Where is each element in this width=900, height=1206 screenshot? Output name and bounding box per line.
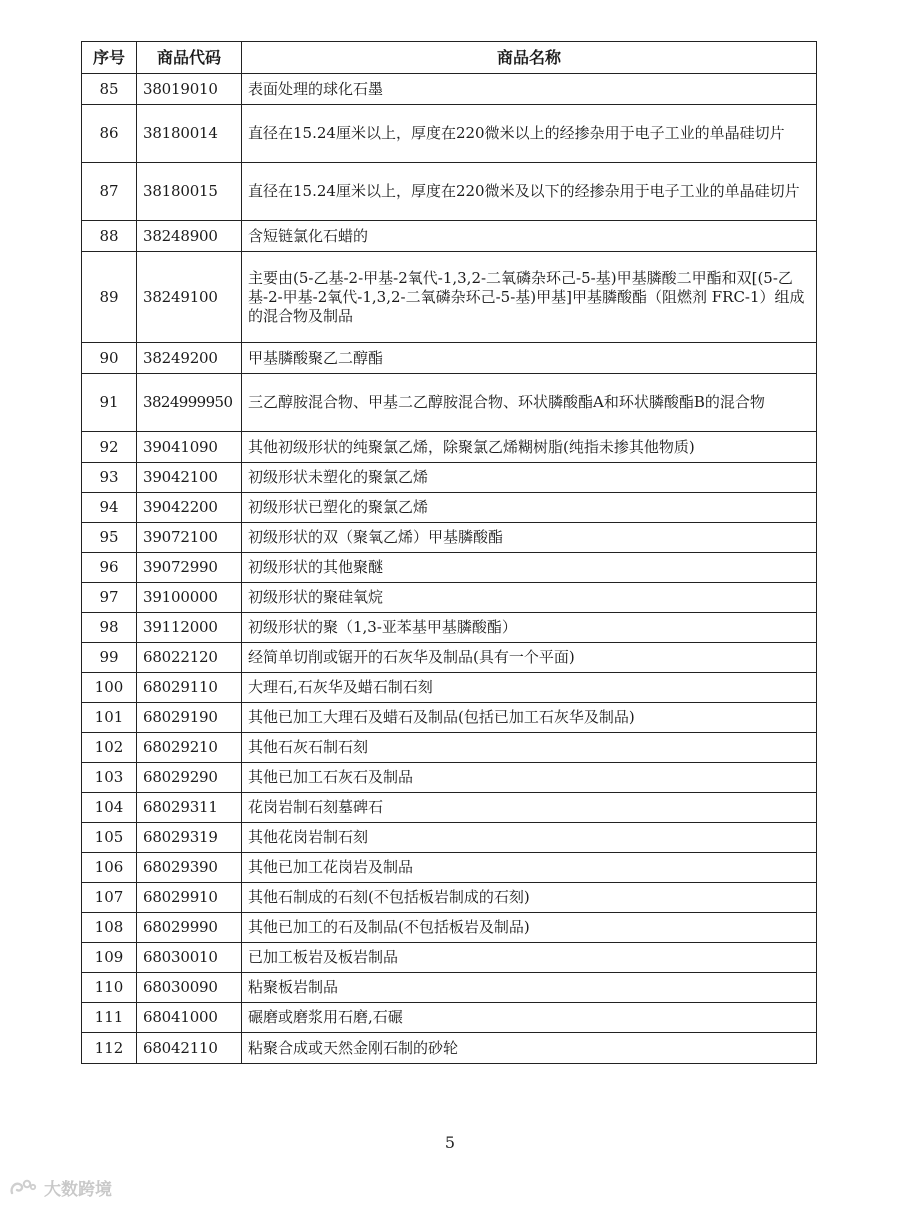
cell-name: 大理石,石灰华及蜡石制石刻 — [242, 673, 817, 703]
table-row — [82, 163, 817, 221]
cell-code: 39042100 — [137, 463, 242, 493]
cell-seq: 106 — [82, 853, 137, 883]
table-row — [82, 493, 817, 523]
cell-code: 39072100 — [137, 523, 242, 553]
cell-code: 38249100 — [137, 252, 242, 343]
cell-seq: 91 — [82, 374, 137, 432]
header-seq: 序号 — [82, 42, 137, 74]
cell-seq: 104 — [82, 793, 137, 823]
cell-seq: 107 — [82, 883, 137, 913]
table-header-row — [82, 42, 817, 74]
table-row — [82, 703, 817, 733]
cell-seq: 92 — [82, 432, 137, 463]
watermark-text: 大数跨境 — [44, 1180, 112, 1200]
table-row — [82, 943, 817, 973]
cell-name: 含短链氯化石蜡的 — [242, 221, 817, 252]
cell-seq: 98 — [82, 613, 137, 643]
cell-code: 39112000 — [137, 613, 242, 643]
cell-code: 39072990 — [137, 553, 242, 583]
table-row — [82, 913, 817, 943]
cell-name: 其他已加工大理石及蜡石及制品(包括已加工石灰华及制品) — [242, 703, 817, 733]
table-row — [82, 793, 817, 823]
cell-code: 3824999950 — [137, 374, 242, 432]
cell-code: 39041090 — [137, 432, 242, 463]
cell-seq: 97 — [82, 583, 137, 613]
cell-seq: 86 — [82, 105, 137, 163]
table-row — [82, 553, 817, 583]
cell-name: 初级形状已塑化的聚氯乙烯 — [242, 493, 817, 523]
cell-code: 38019010 — [137, 74, 242, 105]
page-number: 5 — [444, 1133, 456, 1152]
cell-name: 初级形状的聚硅氧烷 — [242, 583, 817, 613]
cell-name: 表面处理的球化石墨 — [242, 74, 817, 105]
cell-code: 39100000 — [137, 583, 242, 613]
logo-swirl-icon — [8, 1177, 38, 1199]
cell-code: 68029210 — [137, 733, 242, 763]
cell-name: 其他初级形状的纯聚氯乙烯，除聚氯乙烯糊树脂(纯指未掺其他物质) — [242, 432, 817, 463]
header-name: 商品名称 — [242, 42, 817, 74]
table-row — [82, 583, 817, 613]
cell-code: 68029990 — [137, 913, 242, 943]
cell-name: 花岗岩制石刻墓碑石 — [242, 793, 817, 823]
cell-seq: 111 — [82, 1003, 137, 1033]
cell-code: 68042110 — [137, 1033, 242, 1064]
table-row — [82, 673, 817, 703]
cell-name: 直径在15.24厘米以上，厚度在220微米以上的经掺杂用于电子工业的单晶硅切片 — [242, 105, 817, 163]
cell-code: 68029910 — [137, 883, 242, 913]
table-row — [82, 105, 817, 163]
cell-code: 68029390 — [137, 853, 242, 883]
table-row — [82, 883, 817, 913]
cell-name: 已加工板岩及板岩制品 — [242, 943, 817, 973]
cell-name: 初级形状未塑化的聚氯乙烯 — [242, 463, 817, 493]
cell-name: 其他已加工石灰石及制品 — [242, 763, 817, 793]
table-row — [82, 1003, 817, 1033]
table-row — [82, 221, 817, 252]
cell-seq: 93 — [82, 463, 137, 493]
cell-seq: 103 — [82, 763, 137, 793]
table-row — [82, 763, 817, 793]
cell-code: 68029290 — [137, 763, 242, 793]
cell-name: 粘聚板岩制品 — [242, 973, 817, 1003]
cell-seq: 96 — [82, 553, 137, 583]
cell-seq: 99 — [82, 643, 137, 673]
table-row — [82, 973, 817, 1003]
cell-seq: 109 — [82, 943, 137, 973]
cell-code: 38248900 — [137, 221, 242, 252]
cell-name: 其他已加工花岗岩及制品 — [242, 853, 817, 883]
cell-seq: 94 — [82, 493, 137, 523]
cell-seq: 108 — [82, 913, 137, 943]
cell-seq: 89 — [82, 252, 137, 343]
cell-seq: 110 — [82, 973, 137, 1003]
cell-name: 碾磨或磨浆用石磨,石碾 — [242, 1003, 817, 1033]
cell-code: 68029319 — [137, 823, 242, 853]
table-row — [82, 74, 817, 105]
cell-code: 68029311 — [137, 793, 242, 823]
cell-seq: 95 — [82, 523, 137, 553]
cell-seq: 88 — [82, 221, 137, 252]
table-row — [82, 613, 817, 643]
table-row — [82, 853, 817, 883]
cell-name: 其他石制成的石刻(不包括板岩制成的石刻) — [242, 883, 817, 913]
cell-code: 38180015 — [137, 163, 242, 221]
cell-name: 初级形状的双（聚氧乙烯）甲基膦酸酯 — [242, 523, 817, 553]
cell-seq: 101 — [82, 703, 137, 733]
cell-seq: 102 — [82, 733, 137, 763]
cell-seq: 85 — [82, 74, 137, 105]
cell-seq: 105 — [82, 823, 137, 853]
cell-seq: 100 — [82, 673, 137, 703]
cell-name: 其他已加工的石及制品(不包括板岩及制品) — [242, 913, 817, 943]
watermark — [8, 1175, 112, 1200]
table-row — [82, 463, 817, 493]
table-row — [82, 343, 817, 374]
cell-seq: 90 — [82, 343, 137, 374]
table-row — [82, 733, 817, 763]
cell-name: 直径在15.24厘米以上，厚度在220微米及以下的经掺杂用于电子工业的单晶硅切片 — [242, 163, 817, 221]
header-code: 商品代码 — [137, 42, 242, 74]
table-row — [82, 252, 817, 343]
cell-code: 68030090 — [137, 973, 242, 1003]
cell-name: 初级形状的聚（1,3-亚苯基甲基膦酸酯） — [242, 613, 817, 643]
cell-code: 68041000 — [137, 1003, 242, 1033]
table-row — [82, 643, 817, 673]
table-row — [82, 432, 817, 463]
cell-name: 其他石灰石制石刻 — [242, 733, 817, 763]
cell-seq: 87 — [82, 163, 137, 221]
cell-code: 68030010 — [137, 943, 242, 973]
cell-code: 68029190 — [137, 703, 242, 733]
table-row — [82, 823, 817, 853]
cell-name: 初级形状的其他聚醚 — [242, 553, 817, 583]
cell-code: 68029110 — [137, 673, 242, 703]
cell-name: 经简单切削或锯开的石灰华及制品(具有一个平面) — [242, 643, 817, 673]
goods-table — [81, 41, 817, 1064]
cell-seq: 112 — [82, 1033, 137, 1064]
cell-name: 甲基膦酸聚乙二醇酯 — [242, 343, 817, 374]
table-row — [82, 1033, 817, 1064]
table-row — [82, 374, 817, 432]
cell-code: 39042200 — [137, 493, 242, 523]
cell-code: 38180014 — [137, 105, 242, 163]
table-row — [82, 523, 817, 553]
cell-name: 三乙醇胺混合物、甲基二乙醇胺混合物、环状膦酸酯A和环状膦酸酯B的混合物 — [242, 374, 817, 432]
cell-name: 粘聚合成或天然金刚石制的砂轮 — [242, 1033, 817, 1064]
cell-name: 主要由(5-乙基-2-甲基-2氧代-1,3,2-二氧磷杂环己-5-基)甲基膦酸二甲酯和双[(5-乙基-2-甲基-2氧代-1,3,2-二氧磷杂环己-5-基)甲基]甲基膦酸酯（阻燃剂 FRC-1）组成的混合物及制品 — [242, 252, 817, 343]
cell-code: 68022120 — [137, 643, 242, 673]
cell-code: 38249200 — [137, 343, 242, 374]
cell-name: 其他花岗岩制石刻 — [242, 823, 817, 853]
